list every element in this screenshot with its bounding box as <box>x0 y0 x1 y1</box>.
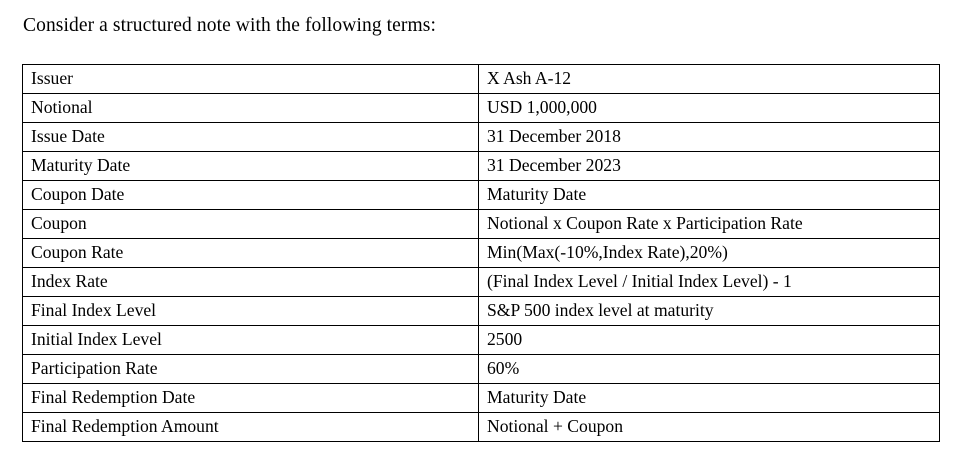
term-value-cell: (Final Index Level / Initial Index Level) - 1 <box>479 268 940 297</box>
structured-note-terms-table <box>22 64 939 442</box>
term-value-cell: 60% <box>479 355 940 384</box>
term-value-cell: Notional x Coupon Rate x Participation Rate <box>479 210 940 239</box>
term-label-cell: Index Rate <box>23 268 479 297</box>
term-label-cell: Initial Index Level <box>23 326 479 355</box>
term-value-cell: S&P 500 index level at maturity <box>479 297 940 326</box>
table-row <box>23 297 940 326</box>
table-row <box>23 181 940 210</box>
term-value-cell: Min(Max(-10%,Index Rate),20%) <box>479 239 940 268</box>
table-row <box>23 65 940 94</box>
table-row <box>23 355 940 384</box>
terms-table <box>22 64 940 442</box>
table-row <box>23 94 940 123</box>
table-row <box>23 413 940 442</box>
term-value-cell: Notional + Coupon <box>479 413 940 442</box>
term-label-cell: Coupon Date <box>23 181 479 210</box>
term-label-cell: Issuer <box>23 65 479 94</box>
term-label-cell: Issue Date <box>23 123 479 152</box>
term-value-cell: 31 December 2023 <box>479 152 940 181</box>
table-row <box>23 152 940 181</box>
term-label-cell: Final Redemption Date <box>23 384 479 413</box>
table-row <box>23 239 940 268</box>
table-row <box>23 123 940 152</box>
table-row <box>23 268 940 297</box>
intro-paragraph: Consider a structured note with the following terms: <box>23 15 436 36</box>
term-value-cell: X Ash A-12 <box>479 65 940 94</box>
term-value-cell: 2500 <box>479 326 940 355</box>
term-label-cell: Notional <box>23 94 479 123</box>
term-label-cell: Final Index Level <box>23 297 479 326</box>
table-row <box>23 326 940 355</box>
term-label-cell: Coupon <box>23 210 479 239</box>
term-label-cell: Coupon Rate <box>23 239 479 268</box>
term-value-cell: USD 1,000,000 <box>479 94 940 123</box>
term-label-cell: Maturity Date <box>23 152 479 181</box>
table-row <box>23 210 940 239</box>
term-label-cell: Final Redemption Amount <box>23 413 479 442</box>
term-value-cell: Maturity Date <box>479 384 940 413</box>
term-value-cell: Maturity Date <box>479 181 940 210</box>
term-label-cell: Participation Rate <box>23 355 479 384</box>
table-row <box>23 384 940 413</box>
term-value-cell: 31 December 2018 <box>479 123 940 152</box>
